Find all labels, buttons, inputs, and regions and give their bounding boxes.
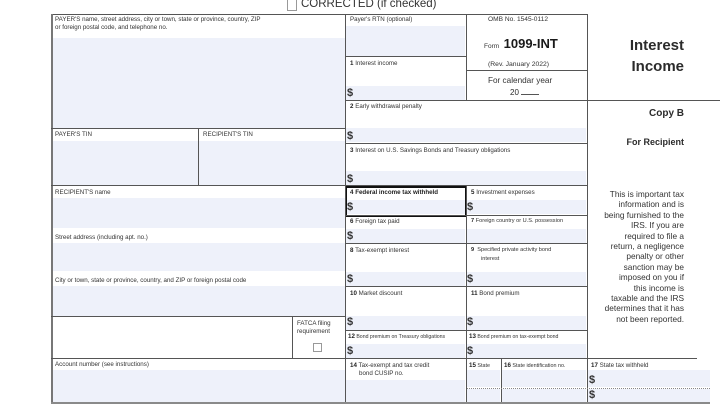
rule-rtn-forminfo xyxy=(466,14,467,100)
box3-dollar-sign: $ xyxy=(347,173,354,185)
rule-left xyxy=(51,14,53,404)
copy-label: Copy B xyxy=(649,108,684,119)
omb-number: OMB No. 1545-0112 xyxy=(488,16,548,23)
box13-tax-exempt-bond-premium-field[interactable] xyxy=(467,344,586,358)
box17-state-tax-field-1[interactable] xyxy=(588,370,710,387)
form-revision: (Rev. January 2022) xyxy=(488,61,550,68)
payer-tin-label: PAYER'S TIN xyxy=(55,131,92,138)
box6-foreign-tax-field[interactable] xyxy=(346,229,465,243)
calendar-year-label: For calendar year xyxy=(488,76,553,85)
form-title-line1: Interest xyxy=(629,37,684,54)
rule-left-middle xyxy=(345,14,346,404)
rule-rtn-bottom xyxy=(345,56,466,57)
box3-label: 3 Interest on U.S. Savings Bonds and Treasury obligations xyxy=(350,147,511,154)
calendar-year-field[interactable]: 20 xyxy=(510,88,539,97)
box4-federal-tax-withheld-field[interactable] xyxy=(347,200,465,214)
recipient-name-field[interactable] xyxy=(52,198,345,228)
rule-top xyxy=(51,14,587,15)
box16-label: 16 State identification no. xyxy=(504,362,566,369)
account-number-field[interactable] xyxy=(52,370,345,402)
box1-dollar-sign: $ xyxy=(347,87,354,99)
box2-early-withdrawal-field[interactable] xyxy=(346,128,586,142)
box1-label: 1 Interest income xyxy=(350,60,398,67)
street-address-label: Street address (including apt. no.) xyxy=(55,234,148,241)
blank-row xyxy=(52,317,292,357)
rule-box15-16 xyxy=(501,358,502,402)
corrected-label: CORRECTED (if checked) xyxy=(301,0,437,10)
rule-box89-bottom xyxy=(345,286,587,287)
box12-label: 12 Bond premium on Treasury obligations xyxy=(348,333,446,340)
recipient-tin-field[interactable] xyxy=(199,141,345,185)
box13-label: 13 Bond premium on tax-exempt bond xyxy=(469,333,559,340)
rule-box67-bottom xyxy=(345,243,587,244)
rule-fatca-bottom xyxy=(51,358,345,359)
box17-state-tax-field-2[interactable] xyxy=(588,389,710,402)
box11-label: 11 Bond premium xyxy=(471,290,520,297)
box8-dollar-sign: $ xyxy=(347,273,354,285)
box16-state-id-field-1[interactable] xyxy=(502,370,586,387)
box15-state-field-1[interactable] xyxy=(467,370,500,387)
box7-label: 7 Foreign country or U.S. possession xyxy=(471,218,564,224)
box14-cusip-field[interactable] xyxy=(346,380,465,402)
for-recipient-label: For Recipient xyxy=(626,137,684,147)
payer-name-label: PAYER'S name, street address, city or town, state or province, country, ZIP xyxy=(55,16,261,23)
rule-box1011-bottom xyxy=(345,330,587,331)
box6-label: 6 Foreign tax paid xyxy=(350,218,400,225)
form-number: Form 1099-INT xyxy=(484,36,558,51)
box15-state-field-2[interactable] xyxy=(467,389,500,402)
box10-label: 10 Market discount xyxy=(350,290,403,297)
rule-box2-bottom xyxy=(345,143,587,144)
rule-tin-divider xyxy=(198,128,199,185)
box17-dollar-sign-1: $ xyxy=(589,374,596,386)
box1-interest-income-field[interactable] xyxy=(346,86,465,100)
payer-rtn-field[interactable] xyxy=(346,26,465,56)
rule-box17-top xyxy=(587,358,697,359)
corrected-checkbox[interactable] xyxy=(287,0,297,11)
box17-label: 17 State tax withheld xyxy=(591,362,649,369)
rule-box16-17 xyxy=(587,358,588,402)
box8-label: 8 Tax-exempt interest xyxy=(350,247,410,254)
rule-box1213-bottom xyxy=(345,358,587,359)
box8-tax-exempt-interest-field[interactable] xyxy=(346,272,465,286)
important-tax-notice: This is important tax information and is being furnished to the IRS. If you are required to file a return, a negligence penalty or other sanction may be imposed on you if this income is taxable and the IRS determines that it has not been reported. xyxy=(604,189,684,324)
recipient-name-label: RECIPIENT'S name xyxy=(55,189,111,196)
city-state-zip-label: City or town, state or province, country, and ZIP or foreign postal code xyxy=(55,277,247,284)
rule-copyb-top xyxy=(587,100,697,101)
box10-market-discount-field[interactable] xyxy=(346,316,465,330)
payer-name-address-field[interactable] xyxy=(52,38,345,128)
rule-box-col-divider xyxy=(466,185,467,402)
box9-label: 9 Specified private activity bond xyxy=(471,247,552,253)
box6-dollar-sign: $ xyxy=(347,230,354,242)
street-address-field[interactable] xyxy=(52,243,345,271)
rule-tin-bottom xyxy=(51,185,587,186)
box5-dollar-sign: $ xyxy=(467,201,474,213)
box12-treasury-bond-premium-field[interactable] xyxy=(346,344,465,358)
rule-state-dotted xyxy=(467,388,710,389)
city-state-zip-field[interactable] xyxy=(52,286,345,316)
box14-label: 14 Tax-exempt and tax credit xyxy=(350,362,430,369)
box2-label: 2 Early withdrawal penalty xyxy=(350,103,422,110)
box4-dollar-sign: $ xyxy=(347,201,354,213)
rule-box45-bottom xyxy=(345,215,587,216)
box12-dollar-sign: $ xyxy=(347,345,354,357)
rule-city-bottom xyxy=(51,316,345,317)
box14-label-line2: bond CUSIP no. xyxy=(359,370,404,377)
fatca-checkbox[interactable] xyxy=(313,343,322,352)
payer-tin-field[interactable] xyxy=(52,141,198,185)
box9-label-line2: interest xyxy=(481,256,500,262)
fatca-label-line1: FATCA filing xyxy=(297,320,331,327)
rule-form-calendar xyxy=(466,70,587,71)
rule-fatca-divider xyxy=(292,316,293,358)
rule-right-boxes xyxy=(587,14,588,360)
box3-savings-bonds-field[interactable] xyxy=(346,171,586,185)
fatca-label-line2: requirement xyxy=(297,328,331,335)
box17-dollar-sign-2: $ xyxy=(589,389,596,401)
box9-dollar-sign: $ xyxy=(467,273,474,285)
box11-dollar-sign: $ xyxy=(467,316,474,328)
recipient-tin-label: RECIPIENT'S TIN xyxy=(203,131,253,138)
box4-label: 4 Federal income tax withheld xyxy=(350,189,439,196)
payer-name-label-line2: or foreign postal code, and telephone no. xyxy=(55,24,168,31)
box2-dollar-sign: $ xyxy=(347,130,354,142)
box10-dollar-sign: $ xyxy=(347,316,354,328)
box16-state-id-field-2[interactable] xyxy=(502,389,586,402)
form-title-line2: Income xyxy=(631,58,684,75)
box5-label: 5 Investment expenses xyxy=(471,189,535,196)
box13-dollar-sign: $ xyxy=(467,345,474,357)
account-number-label: Account number (see instructions) xyxy=(55,361,149,368)
payer-rtn-label: Payer's RTN (optional) xyxy=(350,16,413,23)
box15-label: 15 State xyxy=(469,362,490,369)
